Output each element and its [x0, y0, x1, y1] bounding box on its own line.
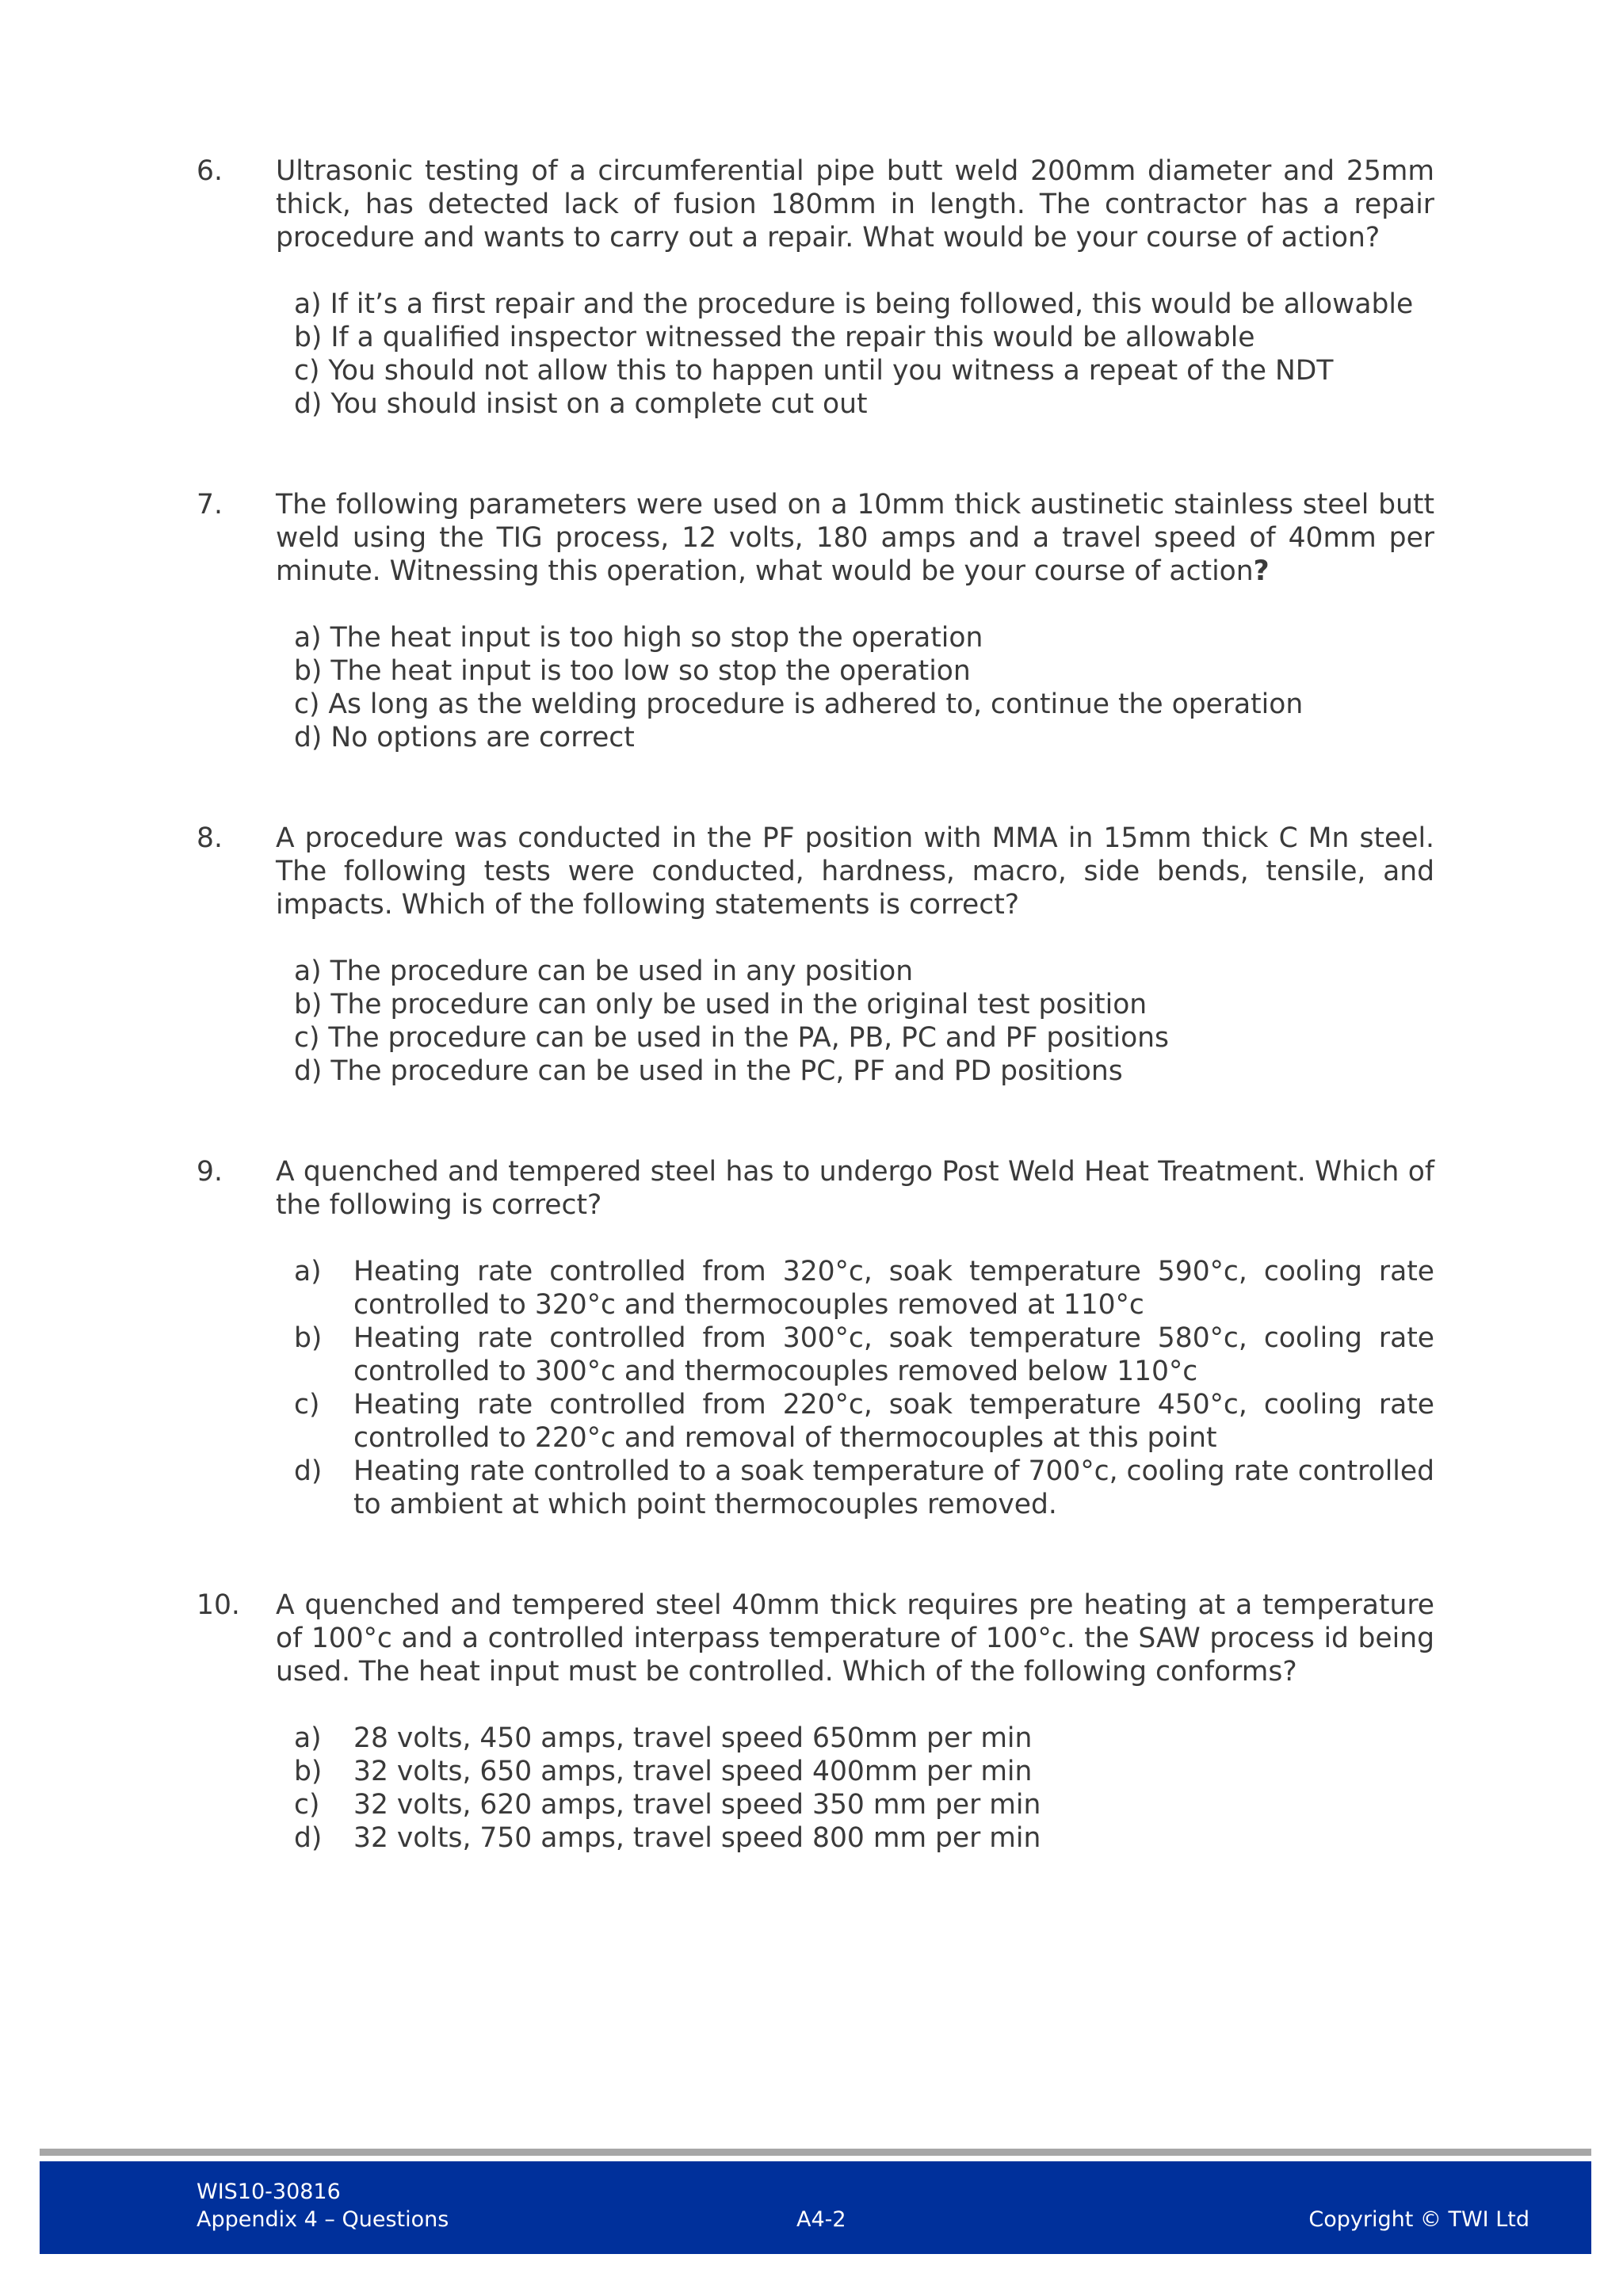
option-text: 32 volts, 650 amps, travel speed 400mm per min: [353, 1756, 1033, 1787]
option-list: [294, 1722, 1434, 1855]
question-text-body: The following parameters were used on a 10mm thick austinetic stainless steel butt weld using the TIG process, 12 volts, 180 amps and a travel speed of 40mm per minute. Witnessing this operation, what would be your course of action: [276, 489, 1434, 587]
question-mark: ?: [1253, 555, 1270, 587]
question-9: [197, 1155, 1434, 1521]
question-list: [197, 154, 1434, 1855]
option-label: a): [294, 1722, 322, 1754]
section-title: Appendix 4 – Questions: [197, 2207, 449, 2232]
option-label: a): [294, 1256, 322, 1287]
copyright-notice: Copyright © TWI Ltd: [1308, 2207, 1529, 2232]
option-label: b): [294, 1322, 323, 1354]
option-c: c) The procedure can be used in the PA, PB, PC and PF positions: [294, 1022, 1170, 1054]
document-code: WIS10-30816: [197, 2180, 341, 2204]
option-a: a) The procedure can be used in any position: [294, 955, 914, 987]
footer-divider: [40, 2149, 1591, 2156]
page-footer: [40, 2161, 1591, 2254]
option-text: 32 volts, 620 amps, travel speed 350 mm per min: [353, 1789, 1041, 1821]
question-number: 9.: [197, 1156, 223, 1188]
option-c: c) As long as the welding procedure is adhered to, continue the operation: [294, 688, 1304, 720]
option-label: d): [294, 1455, 323, 1487]
option-list: [294, 955, 1434, 1088]
option-d: [294, 1821, 1434, 1855]
question-number: 8.: [197, 822, 223, 854]
question-number: 10.: [197, 1589, 240, 1621]
option-a: a) If it’s a first repair and the procedure is being followed, this would be allowable: [294, 288, 1414, 320]
option-list: [294, 288, 1434, 421]
question-number: 6.: [197, 155, 223, 187]
option-text: Heating rate controlled from 320°c, soak temperature 590°c, cooling rate controlled to 320°c and thermocouples removed at 110°c: [353, 1256, 1434, 1321]
option-a: [294, 1255, 1434, 1322]
page-number: A4-2: [796, 2207, 846, 2232]
option-label: b): [294, 1756, 323, 1787]
option-b: b) The heat input is too low so stop the operation: [294, 655, 971, 687]
option-a: [294, 1722, 1434, 1755]
question-text: Ultrasonic testing of a circumferential pipe butt weld 200mm diameter and 25mm thick, has detected lack of fusion 180mm in length. The contractor has a repair procedure and wants to carry out a repair. What would be your course of action?: [276, 155, 1434, 254]
option-d: d) No options are correct: [294, 722, 635, 753]
option-c: [294, 1788, 1434, 1821]
option-list: [294, 1255, 1434, 1521]
option-text: 28 volts, 450 amps, travel speed 650mm per min: [353, 1722, 1033, 1754]
question-text: A quenched and tempered steel 40mm thick requires pre heating at a temperature of 100°c and a controlled interpass temperature of 100°c. the SAW process id being used. The heat input must be controlled. Which of the following conforms?: [276, 1589, 1434, 1688]
option-c: [294, 1388, 1434, 1455]
question-8: [197, 822, 1434, 1088]
option-text: Heating rate controlled from 300°c, soak temperature 580°c, cooling rate controlled to 300°c and thermocouples removed below 110°c: [353, 1322, 1434, 1387]
question-7: [197, 488, 1434, 754]
option-b: b) The procedure can only be used in the original test position: [294, 989, 1148, 1020]
option-label: c): [294, 1789, 320, 1821]
option-c: c) You should not allow this to happen until you witness a repeat of the NDT: [294, 355, 1334, 387]
question-10: [197, 1589, 1434, 1855]
option-label: c): [294, 1389, 320, 1421]
option-b: b) If a qualified inspector witnessed the repair this would be allowable: [294, 322, 1255, 353]
option-b: [294, 1755, 1434, 1788]
option-label: d): [294, 1822, 323, 1854]
option-d: d) The procedure can be used in the PC, PF and PD positions: [294, 1055, 1123, 1087]
question-6: [197, 154, 1434, 421]
question-text: A quenched and tempered steel has to undergo Post Weld Heat Treatment. Which of the following is correct?: [276, 1156, 1434, 1221]
option-text: Heating rate controlled from 220°c, soak temperature 450°c, cooling rate controlled to 220°c and removal of thermocouples at this point: [353, 1389, 1434, 1454]
question-text: A procedure was conducted in the PF position with MMA in 15mm thick C Mn steel. The following tests were conducted, hardness, macro, side bends, tensile, and impacts. Which of the following statements is correct?: [276, 822, 1434, 921]
option-list: [294, 621, 1434, 754]
option-d: d) You should insist on a complete cut out: [294, 388, 868, 420]
question-number: 7.: [197, 489, 223, 521]
option-a: a) The heat input is too high so stop the operation: [294, 622, 983, 654]
option-d: [294, 1455, 1434, 1521]
question-text: [276, 488, 1434, 588]
option-b: [294, 1322, 1434, 1388]
option-text: 32 volts, 750 amps, travel speed 800 mm per min: [353, 1822, 1041, 1854]
option-text: Heating rate controlled to a soak temperature of 700°c, cooling rate controlled to ambient at which point thermocouples removed.: [353, 1455, 1434, 1520]
